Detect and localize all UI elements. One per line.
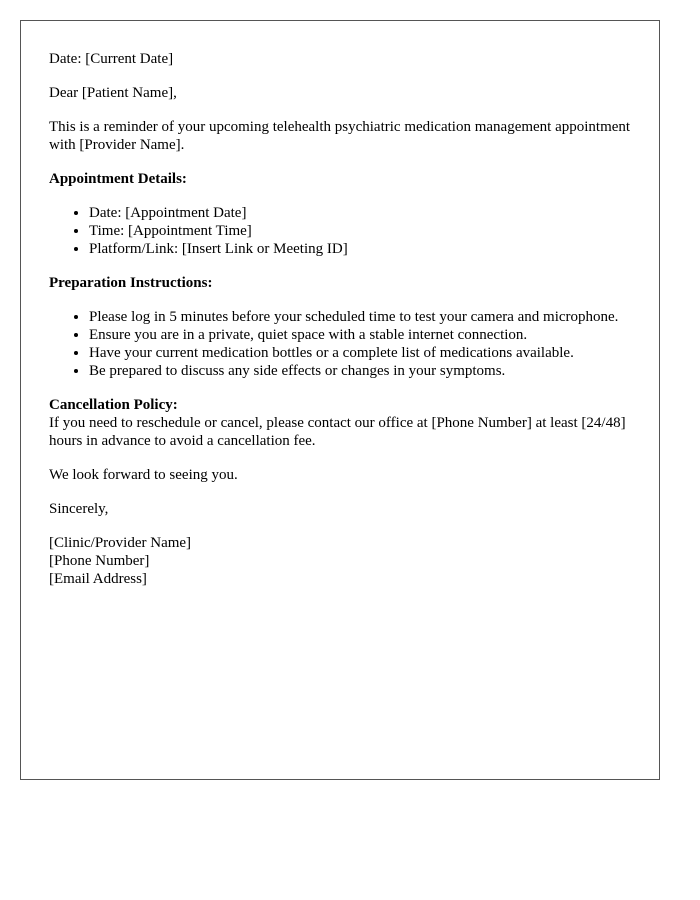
list-item: • Platform/Link: [Insert Link or Meeting ID] <box>89 240 631 258</box>
appointment-details-heading: Appointment Details: <box>49 171 187 187</box>
preparation-instructions-heading: Preparation Instructions: <box>49 275 213 291</box>
list-item: • Date: [Appointment Date] <box>89 204 631 222</box>
signoff: Sincerely, <box>49 501 109 517</box>
preparation-instructions-list <box>49 308 631 380</box>
list-item: • Ensure you are in a private, quiet space with a stable internet connection. <box>89 326 631 344</box>
list-item: • Time: [Appointment Time] <box>89 222 631 240</box>
cancellation-policy-heading: Cancellation Policy: <box>49 397 178 413</box>
list-item: • Be prepared to discuss any side effects or changes in your symptoms. <box>89 362 631 380</box>
intro-paragraph: This is a reminder of your upcoming telehealth psychiatric medication management appointment with [Provider Name]. <box>49 119 631 153</box>
appointment-details-list <box>49 204 631 258</box>
signature-block <box>49 534 631 588</box>
signature-phone: [Phone Number] <box>49 553 150 569</box>
date-line: Date: [Current Date] <box>49 51 174 67</box>
signature-name: [Clinic/Provider Name] <box>49 535 192 551</box>
cancellation-policy-text: If you need to reschedule or cancel, please contact our office at [Phone Number] at least [24/48] hours in advance to avoid a cancellation fee. <box>49 415 626 449</box>
list-item: • Have your current medication bottles or a complete list of medications available. <box>89 344 631 362</box>
signature-email: [Email Address] <box>49 571 147 587</box>
letter-document <box>20 20 660 780</box>
closing-line: We look forward to seeing you. <box>49 467 238 483</box>
greeting: Dear [Patient Name], <box>49 85 177 101</box>
list-item: • Please log in 5 minutes before your scheduled time to test your camera and microphone. <box>89 308 631 326</box>
